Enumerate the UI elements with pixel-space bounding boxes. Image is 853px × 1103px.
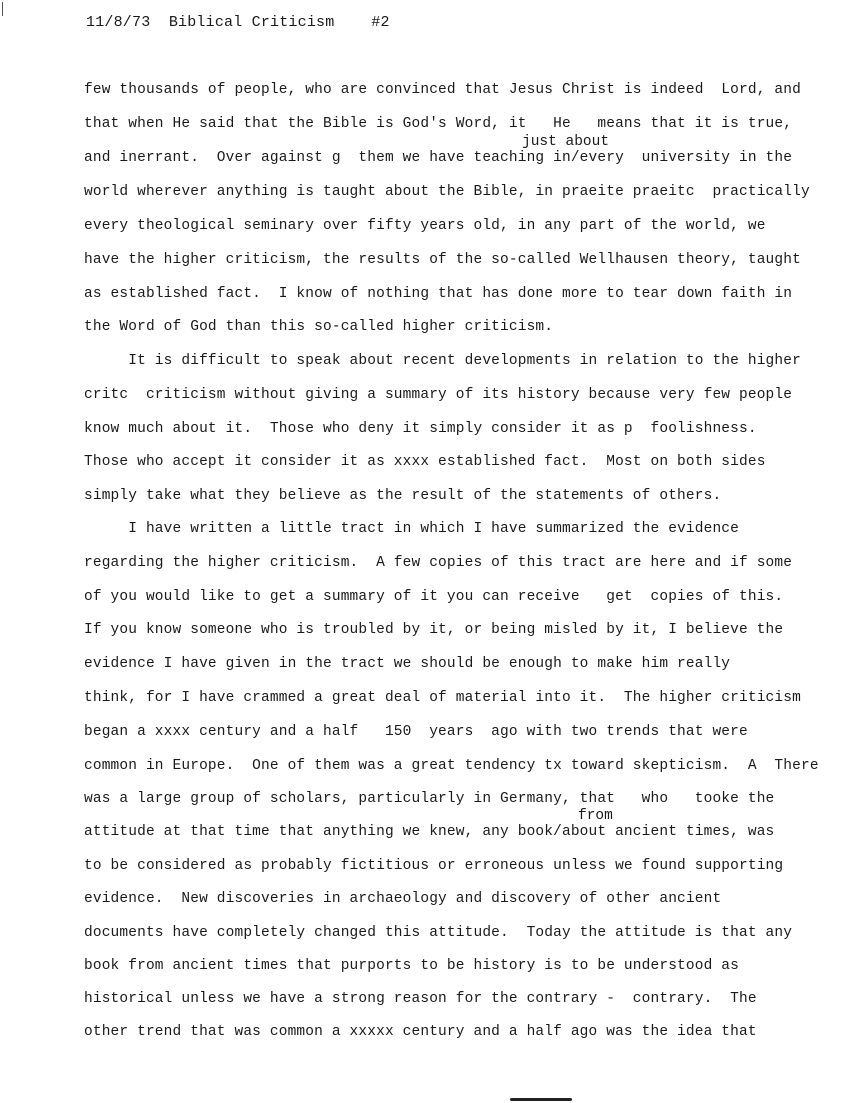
text-line-5: every theological seminary over fifty years old, in any part of the world, we bbox=[84, 218, 766, 234]
text-line-13: simply take what they believe as the result of the statements of others. bbox=[84, 488, 722, 504]
text-line-10: critc criticism without giving a summary of its history because very few people bbox=[84, 387, 793, 403]
text-line-11: know much about it. Those who deny it simply consider it as p foolishness. bbox=[84, 421, 757, 437]
text-line-16: of you would like to get a summary of it you can receive get copies of this. bbox=[84, 589, 784, 605]
text-line-8: the Word of God than this so-called higher criticism. bbox=[84, 319, 554, 335]
text-line-6: have the higher criticism, the results of the so-called Wellhausen theory, taught bbox=[84, 252, 801, 268]
text-line-26: documents have completely changed this attitude. Today the attitude is that any bbox=[84, 925, 793, 941]
text-line-24: to be considered as probably fictitious or erroneous unless we found supporting bbox=[84, 858, 784, 874]
text-line-19: think, for I have crammed a great deal of material into it. The higher criticism bbox=[84, 690, 801, 706]
text-line-21: common in Europe. One of them was a great tendency tx toward skepticism. A There bbox=[84, 758, 819, 774]
page-header: 11/8/73 Biblical Criticism #2 bbox=[86, 14, 390, 31]
text-line-3: and inerrant. Over against g them we have teaching in/every university in the bbox=[84, 150, 793, 166]
text-line-25: evidence. New discoveries in archaeology and discovery of other ancient bbox=[84, 891, 722, 907]
insertion-from: from bbox=[578, 808, 613, 824]
text-line-20: began a xxxx century and a half 150 years ago with two trends that were bbox=[84, 724, 748, 740]
text-line-15: regarding the higher criticism. A few copies of this tract are here and if some bbox=[84, 555, 793, 571]
insertion-just-about: just about bbox=[522, 134, 610, 150]
text-line-17: If you know someone who is troubled by it, or being misled by it, I believe the bbox=[84, 622, 784, 638]
text-line-4: world wherever anything is taught about the Bible, in praeite praeitc practically bbox=[84, 184, 810, 200]
text-line-9: It is difficult to speak about recent developments in relation to the higher bbox=[84, 353, 801, 369]
text-line-7: as established fact. I know of nothing that has done more to tear down faith in bbox=[84, 286, 793, 302]
corner-mark bbox=[2, 2, 9, 16]
page-bottom-mark bbox=[510, 1098, 572, 1101]
text-line-22: was a large group of scholars, particularly in Germany, that who tooke the bbox=[84, 791, 775, 807]
text-line-23: attitude at that time that anything we knew, any book/about ancient times, was bbox=[84, 824, 775, 840]
text-line-12: Those who accept it consider it as xxxx established fact. Most on both sides bbox=[84, 454, 766, 470]
text-line-28: historical unless we have a strong reason for the contrary - contrary. The bbox=[84, 991, 757, 1007]
text-line-1: few thousands of people, who are convinced that Jesus Christ is indeed Lord, and bbox=[84, 82, 801, 98]
text-line-2: that when He said that the Bible is God's Word, it He means that it is true, bbox=[84, 116, 793, 132]
text-line-27: book from ancient times that purports to be history is to be understood as bbox=[84, 958, 740, 974]
text-line-29: other trend that was common a xxxxx century and a half ago was the idea that bbox=[84, 1024, 757, 1040]
text-line-18: evidence I have given in the tract we should be enough to make him really bbox=[84, 656, 731, 672]
text-line-14: I have written a little tract in which I have summarized the evidence bbox=[84, 521, 740, 537]
